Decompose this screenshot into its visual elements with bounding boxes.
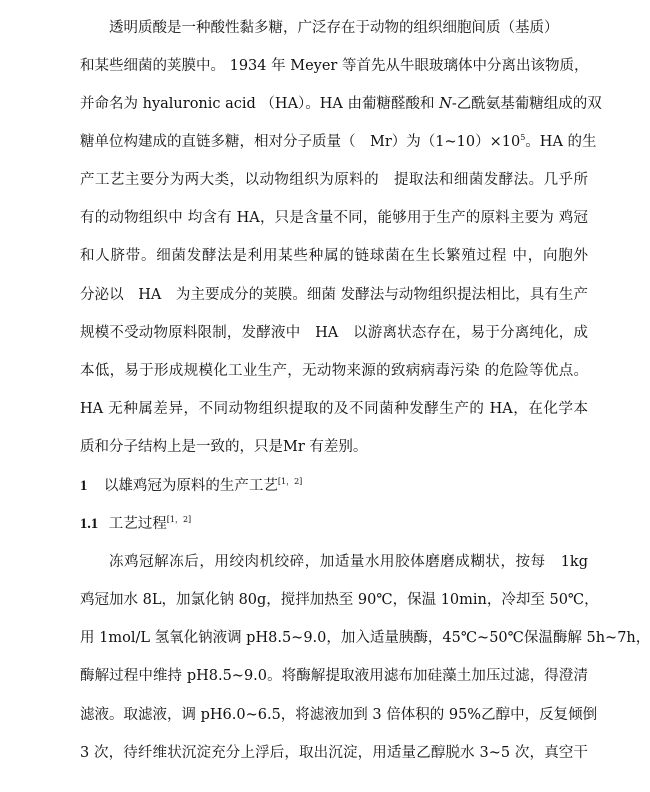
para2-line-6: 3 次，待纤维状沉淀充分上浮后，取出沉淀，用适量乙醇脱水 3~5 次，真空干	[80, 745, 588, 761]
para2-line-3: 用 1mol/L 氢氧化钠液调 pH8.5~9.0，加入适量胰酶，45℃~50℃保温酶解 5h~7h，	[80, 630, 650, 646]
para1-line-3-a: 并命名为 hyaluronic acid （HA）。HA 由葡糖醛酸和	[80, 96, 440, 112]
section-title: 以雄鸡冠为原料的生产工艺	[103, 478, 278, 494]
para2-line-5: 滤液。取滤液，调 pH6.0~6.5，将滤液加到 3 倍体积的 95%乙醇中，反复倾倒	[80, 707, 598, 723]
para1-line-11: HA 无种属差异，不同动物组织提取的及不同菌种发酵生产的 HA，在化学本	[80, 401, 588, 417]
para2-line-4: 酶解过程中维持 pH8.5~9.0。将酶解提取液用滤布加硅藻土加压过滤，得澄清	[80, 668, 588, 684]
para1-line-9: 规模不受动物原料限制，发酵液中 HA 以游离状态存在，易于分离纯化，成	[80, 325, 588, 341]
para1-line-10: 本低，易于形成规模化工业生产，无动物来源的致病病毒污染 的危险等优点。	[80, 363, 588, 379]
para1-line-3-b: -乙酰氨基葡糖组成的双	[451, 96, 602, 112]
para2-line-1: 冻鸡冠解冻后，用绞肉机绞碎，加适量水用胶体磨磨成糊状，按每 1kg	[109, 554, 588, 570]
para1-line-4-sup: 5	[520, 133, 526, 142]
para1-line-6: 有的动物组织中 均含有 HA，只是含量不同，能够用于生产的原料主要为 鸡冠	[80, 210, 588, 226]
subsection-heading-1-1	[80, 514, 588, 534]
para1-line-4-b: 。HA 的生	[525, 134, 597, 150]
para1-line-7: 和人脐带。细菌发酵法是利用某些种属的链球菌在生长繁殖过程 中，向胞外	[80, 248, 588, 264]
subsection-title: 工艺过程	[108, 516, 167, 532]
para1-line-4	[80, 132, 597, 152]
section-ref: [1，2]	[277, 477, 303, 486]
para1-line-4-a: 糖单位构建成的直链多糖，相对分子质量（ Mr）为（1~10）×10	[80, 134, 521, 150]
para1-line-1: 透明质酸是一种酸性黏多糖，广泛存在于动物的组织细胞间质（基质）	[109, 20, 559, 36]
subsection-ref: [1，2]	[166, 515, 192, 524]
para2-line-2: 鸡冠加水 8L，加氯化钠 80g，搅拌加热至 90℃，保温 10min，冷却至 50℃，	[80, 592, 599, 608]
para1-line-2: 和某些细菌的荚膜中。 1934 年 Meyer 等首先从牛眼玻璃体中分离出该物质，	[80, 58, 589, 74]
para1-line-8: 分泌以 HA 为主要成分的荚膜。细菌 发酵法与动物组织提法相比，具有生产	[80, 287, 588, 303]
section-heading-1	[80, 476, 588, 496]
para1-line-5: 产工艺主要分为两大类，以动物组织为原料的 提取法和细菌发酵法。几乎所	[80, 172, 588, 188]
para1-line-3	[80, 94, 602, 114]
para1-line-12: 质和分子结构上是一致的，只是Mr 有差别。	[80, 439, 368, 455]
section-number: 1	[80, 478, 88, 494]
para1-line-3-italic: N	[439, 96, 452, 112]
subsection-number: 1.1	[80, 516, 99, 532]
